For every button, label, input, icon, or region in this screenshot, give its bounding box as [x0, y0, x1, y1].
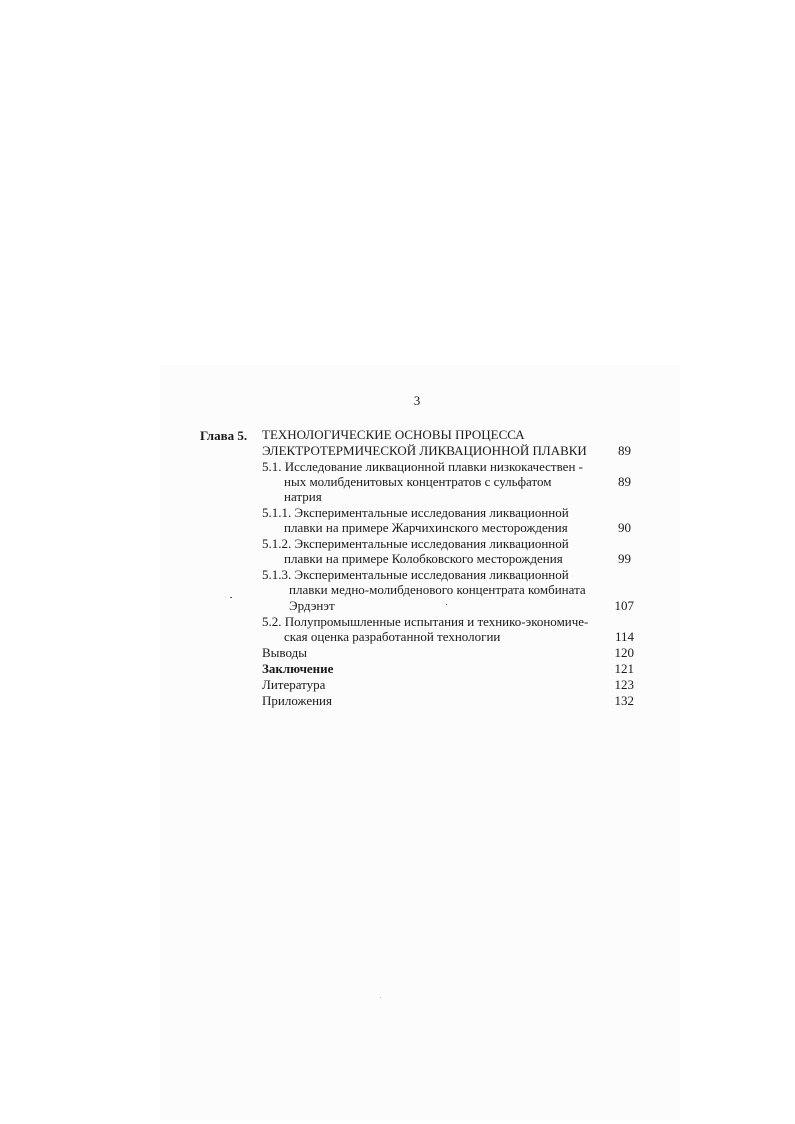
- toc-entry-5-1-2-page: 99: [618, 551, 631, 566]
- toc-entry-appendices: Приложения: [262, 693, 332, 708]
- toc-entry-5-1-3-line-1: 5.1.3. Экспериментальные исследования ликвационной: [262, 567, 569, 582]
- toc-entry-5-1-2-line-1: 5.1.2. Экспериментальные исследования ликвационной: [262, 536, 569, 551]
- chapter-page-number: 89: [618, 443, 631, 458]
- toc-entry-appendices-page: 132: [614, 693, 634, 708]
- toc-entry-5-1-3-line-3: Эрдэнэт: [289, 598, 335, 613]
- toc-entry-5-2-line-1: 5.2. Полупромышленные испытания и технико-экономиче-: [262, 614, 589, 629]
- toc-entry-references-page: 123: [614, 677, 634, 692]
- toc-entry-5-1-3-page: 107: [614, 598, 634, 613]
- toc-entry-5-1-line-3: натрия: [284, 489, 322, 504]
- chapter-label: Глава 5.: [200, 428, 248, 443]
- toc-entry-5-2-line-2: ская оценка разработанной технологии: [284, 629, 501, 644]
- page-number: 3: [413, 393, 421, 408]
- scan-speck: [446, 604, 447, 605]
- toc-entry-5-1-1-line-2: плавки на примере Жарчихинского месторождения: [284, 520, 568, 535]
- chapter-title-line-1: ТЕХНОЛОГИЧЕСКИЕ ОСНОВЫ ПРОЦЕССА: [262, 427, 525, 442]
- toc-entry-5-2-page: 114: [614, 629, 634, 644]
- scan-speck: [380, 997, 381, 998]
- toc-entry-5-1-line-2: ных молибденитовых концентратов с сульфатом: [284, 474, 552, 489]
- toc-entry-conclusions-page: 120: [614, 645, 634, 660]
- toc-entry-5-1-1-page: 90: [618, 520, 631, 535]
- toc-entry-final-conclusion: Заключение: [262, 661, 334, 676]
- toc-entry-references: Литература: [262, 677, 326, 692]
- toc-entry-5-1-line-1: 5.1. Исследование ликвационной плавки низкокачествен -: [262, 459, 583, 474]
- chapter-title-line-2: ЭЛЕКТРОТЕРМИЧЕСКОЙ ЛИКВАЦИОННОЙ ПЛАВКИ: [262, 443, 587, 458]
- scan-speck: [230, 597, 232, 598]
- toc-entry-5-1-page: 89: [618, 474, 631, 489]
- toc-entry-5-1-1-line-1: 5.1.1. Экспериментальные исследования ликвационной: [262, 505, 569, 520]
- toc-entry-5-1-2-line-2: плавки на примере Колобковского месторождения: [284, 551, 563, 566]
- toc-entry-final-conclusion-page: 121: [614, 661, 634, 676]
- toc-entry-5-1-3-line-2: плавки медно-молибденового концентрата комбината: [289, 582, 586, 597]
- toc-entry-conclusions: Выводы: [262, 645, 307, 660]
